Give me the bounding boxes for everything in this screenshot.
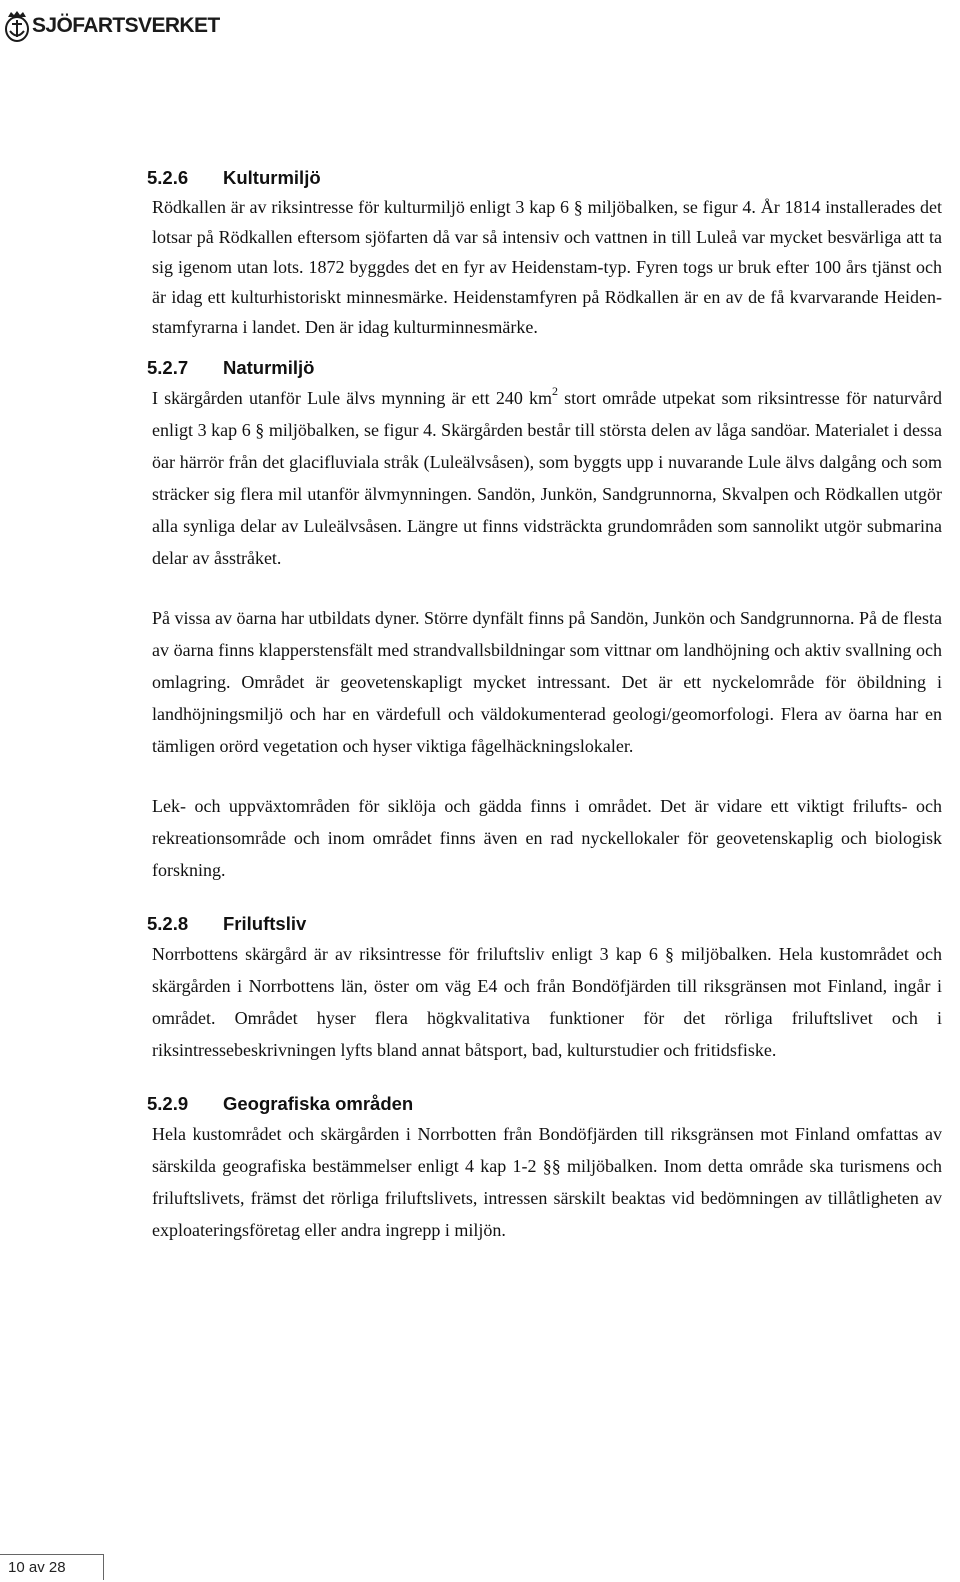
section-number: 5.2.6 bbox=[147, 167, 189, 188]
section-title: Naturmiljö bbox=[223, 357, 315, 378]
section-title: Friluftsliv bbox=[223, 913, 307, 934]
org-name: SJÖFARTSVERKET bbox=[32, 14, 220, 37]
document-body bbox=[147, 164, 942, 1246]
section-title: Geografiska områden bbox=[223, 1093, 414, 1114]
paragraph-naturmiljo-lek: Lek- och uppväxtområden för siklöja och gädda finns i området. Det är vidare ett viktigt frilufts- och rekreationsområde och inom området finns även en rad nyckellokaler för geovetenskaplig och biologisk forskning. bbox=[152, 796, 942, 880]
section-heading-geografiska bbox=[147, 1090, 942, 1118]
paragraph-naturmiljo-dyner: På vissa av öarna har utbildats dyner. Större dynfält finns på Sandön, Junkön och Sandgrunnorna. På de flesta av öarna finns klapperstensfält med strandvallsbildningar som vittnar om landhöjning och aktiv svallning och omlagring. Området är geovetenskapligt mycket intressant. Det är ett nyckelområde för öbildning i landhöjningsmiljö och har en värdefull och väldokumenterad geologi/geomorfologi. Flera av öarna har en tämligen orörd vegetation och hyser viktiga fågelhäckningslokaler. bbox=[152, 608, 942, 756]
superscript: 2 bbox=[551, 384, 558, 398]
paragraph-naturmiljo-intro: I skärgården utanför Lule älvs mynning är ett 240 $km^2$ stort område utpekat som riksintresse för naturvård enligt 3 kap 6 § miljöbalken, se figur 4. Skärgården består till största delen av låga sandöar. Materialet i dessa öar härrör från det glacifluviala stråk (Luleälvsåsen), som byggts upp i nuvarande Lule älvs dalgång och som sträcker sig flera mil utanför älvmynningen. Sandön, Junkön, Sandgrunnorna, Skvalpen och Rödkallen utgör alla synliga delar av Luleälvsåsen. Längre ut finns vidsträckta grundområden som sannolikt utgör submarina delar av åsstråket. bbox=[152, 384, 942, 568]
section-number: 5.2.7 bbox=[147, 357, 189, 378]
page-number: 10 av 28 bbox=[0, 1554, 104, 1580]
paragraph-geografiska: Hela kustområdet och skärgården i Norrbotten från Bondöfjärden till riksgränsen mot Finland omfattas av särskilda geografiska bestämmelser enligt 4 kap 1-2 §§ miljöbalken. Inom detta område ska turismens och friluftslivets, främst det rörliga friluftslivets, intressen särskilt beaktas vid bedömningen av tillåtligheten av exploateringsföretag eller andra ingrepp i miljön. bbox=[152, 1124, 942, 1240]
paragraph-kulturmiljo: Rödkallen är av riksintresse för kulturmiljö enligt 3 kap 6 § miljöbalken, se figur 4. År 1814 installerades det lotsar på Rödkallen eftersom sjöfarten då var så intensiv och vattnen in till Luleå var mycket besvärliga att ta sig igenom utan lots. 1872 byggdes det en fyr av Heidenstam-typ. Fyren togs ur bruk efter 100 års tjänst och är idag ett kulturhistoriskt minnesmärke. Heidenstamfyren på Rödkallen är en av de få kvarvarande Heidenstamfyrarna i landet. Den är idag kulturminnesmärke. bbox=[152, 197, 942, 337]
header-logo bbox=[4, 10, 220, 42]
section-heading-friluftsliv bbox=[147, 910, 942, 938]
section-title: Kulturmiljö bbox=[223, 167, 321, 188]
emblem-icon bbox=[4, 10, 30, 42]
section-heading-kulturmiljo bbox=[147, 164, 942, 192]
section-heading-naturmiljo bbox=[147, 354, 942, 382]
paragraph-friluftsliv: Norrbottens skärgård är av riksintresse för friluftsliv enligt 3 kap 6 § miljöbalken. Hela kustområdet och skärgården i Norrbottens län, öster om väg E4 och från Bondöfjärden till riksgränsen mot Finland, ingår i området. Området hyser flera högkvalitativa funktioner för det rörliga friluftslivet och i riksintressebeskrivningen lyfts bland annat båtsport, bad, kulturstudier och fritidsfiske. bbox=[152, 944, 942, 1060]
section-number: 5.2.9 bbox=[147, 1093, 189, 1114]
section-number: 5.2.8 bbox=[147, 913, 189, 934]
